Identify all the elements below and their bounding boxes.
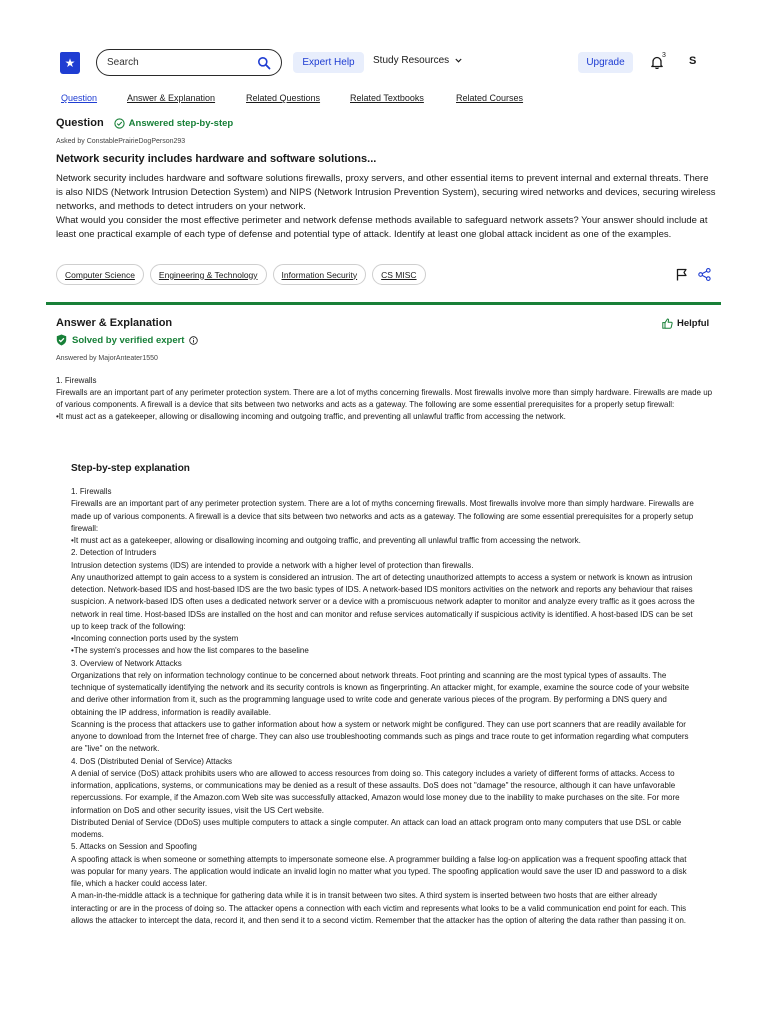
answer-paragraph: •It must act as a gatekeeper, allowing or disallowing incoming and outgoing traffic, and preventing all unlawful traffic from accessing the network. [56,412,566,421]
answer-paragraph: Firewalls are an important part of any perimeter protection system. There are a lot of myths concerning firewalls. Most firewalls involve more than simply hardware. Firewalls are made up of various components. A firewall is a device that sits between two networks and acts as a gateway. The following are some essential prerequisites for a properly setup firewall: [56,388,713,409]
section-divider [46,302,721,305]
chevron-down-icon [455,58,462,63]
tag-cs-misc[interactable]: CS MISC [372,264,425,285]
step-paragraph: •Incoming connection ports used by the system [71,634,239,643]
question-header [56,117,233,129]
step-paragraph: A spoofing attack is when someone or something attempts to impersonate someone else. A programmer building a false log-on application was a frequent spoofing attack that was popular for many years. The application would indicate an invalid login no matter what you typed. The spoofing application would save the user ID and password to a disk file, which a hacker could access later. [71,854,687,888]
answered-status [114,118,234,129]
step-paragraph: •The system's processes and how the list compares to the baseline [71,646,309,656]
top-header [0,0,768,85]
check-circle-icon [114,118,125,129]
answered-status-label: Answered step-by-step [128,117,234,129]
answer-paragraph: 1. Firewalls [56,376,97,385]
tab-related-textbooks[interactable]: Related Textbooks [350,93,424,103]
avatar[interactable]: S [689,55,697,67]
tag-computer-science[interactable]: Computer Science [56,264,144,285]
step-paragraph: Firewalls are an important part of any perimeter protection system. There are a lot of myths concerning firewalls. Most firewalls involve more than simply hardware. Firewalls are made up of various components. A firewall is a device that sits between two networks and acts as a gateway. The following are some essential prerequisites for a properly setup firewall: [71,499,694,533]
study-resources-menu[interactable] [373,55,462,66]
tab-question[interactable]: Question [61,93,98,103]
step-paragraph: 5. Attacks on Session and Spoofing [71,842,197,852]
step-paragraph: Organizations that rely on information technology continue to be concerned about network threats. Foot printing and scanning are the most typical types of assaults. The technique of systematically identifying the network and its security controls is known as fingerprinting. An attacker might, for example, examine the source code of your website and derive other information from it, such as the programming language used to write code and generate various pieces of the program. By performing a DNS query and obtaining the IP address, information is readily available. [71,670,690,717]
upgrade-button[interactable]: Upgrade [578,52,633,73]
answered-by: Answered by MajorAnteater1550 [56,355,158,362]
step-paragraph: A man-in-the-middle attack is a technique for gathering data while it is in transit between two sites. A third system is inserted between two hosts that are either already interacting or are in the process of doing so. The attacker opens a connection with each victim and represents what looks to be a valid communication end point for each. This allows the attacker to intercept the data, record it, and then send it to a second victim. Remember that the attacker has the option of altering the data rather than passing it on. [71,891,687,925]
step-paragraph: 4. DoS (Distributed Denial of Service) Attacks [71,756,232,766]
answer-summary [56,375,716,423]
answer-heading: Answer & Explanation [56,317,173,329]
step-by-step-heading: Step-by-step explanation [71,463,190,474]
step-paragraph: Scanning is the process that attackers use to gather information about how a system or network might be configured. They can use port scanners that are readily available for anyone to download from the Internet free of charge. They can also use troubleshooting commands such as pings and trace route to get information regarding what computers are "live" on the network. [71,719,689,754]
thumbs-up-icon [662,318,673,329]
step-paragraph: 2. Detection of Intruders [71,548,157,558]
question-paragraph: Network security includes hardware and software solutions firewalls, proxy servers, and other essential items to prevent internal and external threats. There is also NIDS (Network Intrusion Detection System) and NIPS (Network Intrusion Prevention System), securing wired networks and devices, securing wireless networks, and methods to detect intruders on your network. [56,173,716,212]
search-box[interactable] [96,49,282,76]
search-icon[interactable] [257,56,271,70]
logo-icon[interactable]: ★ [60,52,80,74]
question-heading: Question [56,117,104,129]
verified-status [56,334,198,346]
tag-information-security[interactable]: Information Security [273,264,367,285]
step-paragraph: •It must act as a gatekeeper, allowing or disallowing incoming and outgoing traffic, and preventing all unlawful traffic from accessing the network. [71,536,581,545]
tab-related-courses[interactable]: Related Courses [456,93,524,103]
step-paragraph: Distributed Denial of Service (DDoS) uses multiple computers to attack a single computer. An attack can load an attack program onto many computers that use DSL or cable modems. [71,817,682,839]
study-resources-label: Study Resources [373,55,450,66]
flag-icon[interactable] [676,268,688,281]
question-title: Network security includes hardware and software solutions... [56,153,377,165]
step-paragraph: Any unauthorized attempt to gain access to a system is considered an intrusion. The art of detecting unauthorized attempts to access a system or network is known as intrusion detection. Network-based IDS and host-based IDS are the two basic types of IDS. A network-based IDS monitors activities on the network and reports any behaviour that raises suspicion. A network-based IDS often uses a dedicated network server or a device with a promiscuous network adapter to monitor and analyze every traffic as it goes across the network in real time. Host-based IDSs are installed on the host and can monitor and refuse services automatically if suspicious activity is identified. A host-based IDS can be set up to keep track of the following: [71,572,695,631]
notification-count: 3 [662,52,666,59]
tag-list [56,264,426,285]
helpful-button[interactable] [662,318,709,329]
step-paragraph: 1. Firewalls [71,487,112,496]
step-paragraph: A denial of service (DoS) attack prohibits users who are allowed to access resources from doing so. This category includes a variety of different forms of attacks. Access to information, applications, systems, or communications may be denied as a result of these assaults. DoS does not "damage" the resource, although it can have unfavorable repercussions. For example, if the Amazon.com Web site was successfully attacked, Amazon would lose money due to the inability to make purchases on the site. For more information on DoS and other security issues, visit the US Cert website. [71,768,680,815]
share-icon[interactable] [698,268,711,281]
helpful-label: Helpful [677,318,710,329]
verified-label: Solved by verified expert [72,334,185,346]
step-paragraph: Intrusion detection systems (IDS) are intended to provide a network with a higher level of protection than firewalls. [71,560,474,570]
search-input[interactable]: Search [107,57,139,68]
question-body [56,172,716,242]
tag-engineering-technology[interactable]: Engineering & Technology [150,264,267,285]
step-by-step-body [71,486,696,927]
info-icon[interactable] [189,336,198,345]
asked-by: Asked by ConstablePrairieDogPerson293 [56,138,186,145]
verified-shield-icon [56,334,67,346]
tab-answer-explanation[interactable]: Answer & Explanation [127,93,216,103]
step-paragraph: 3. Overview of Network Attacks [71,658,182,668]
tab-related-questions[interactable]: Related Questions [246,93,321,103]
question-paragraph: What would you consider the most effective perimeter and network defense methods available to safeguard network assets? Your answer should include at least one practical example of each type of defense and potential type of attack. Identify at least one global attack incident as one of the examples. [56,215,708,240]
expert-help-button[interactable]: Expert Help [293,52,364,73]
